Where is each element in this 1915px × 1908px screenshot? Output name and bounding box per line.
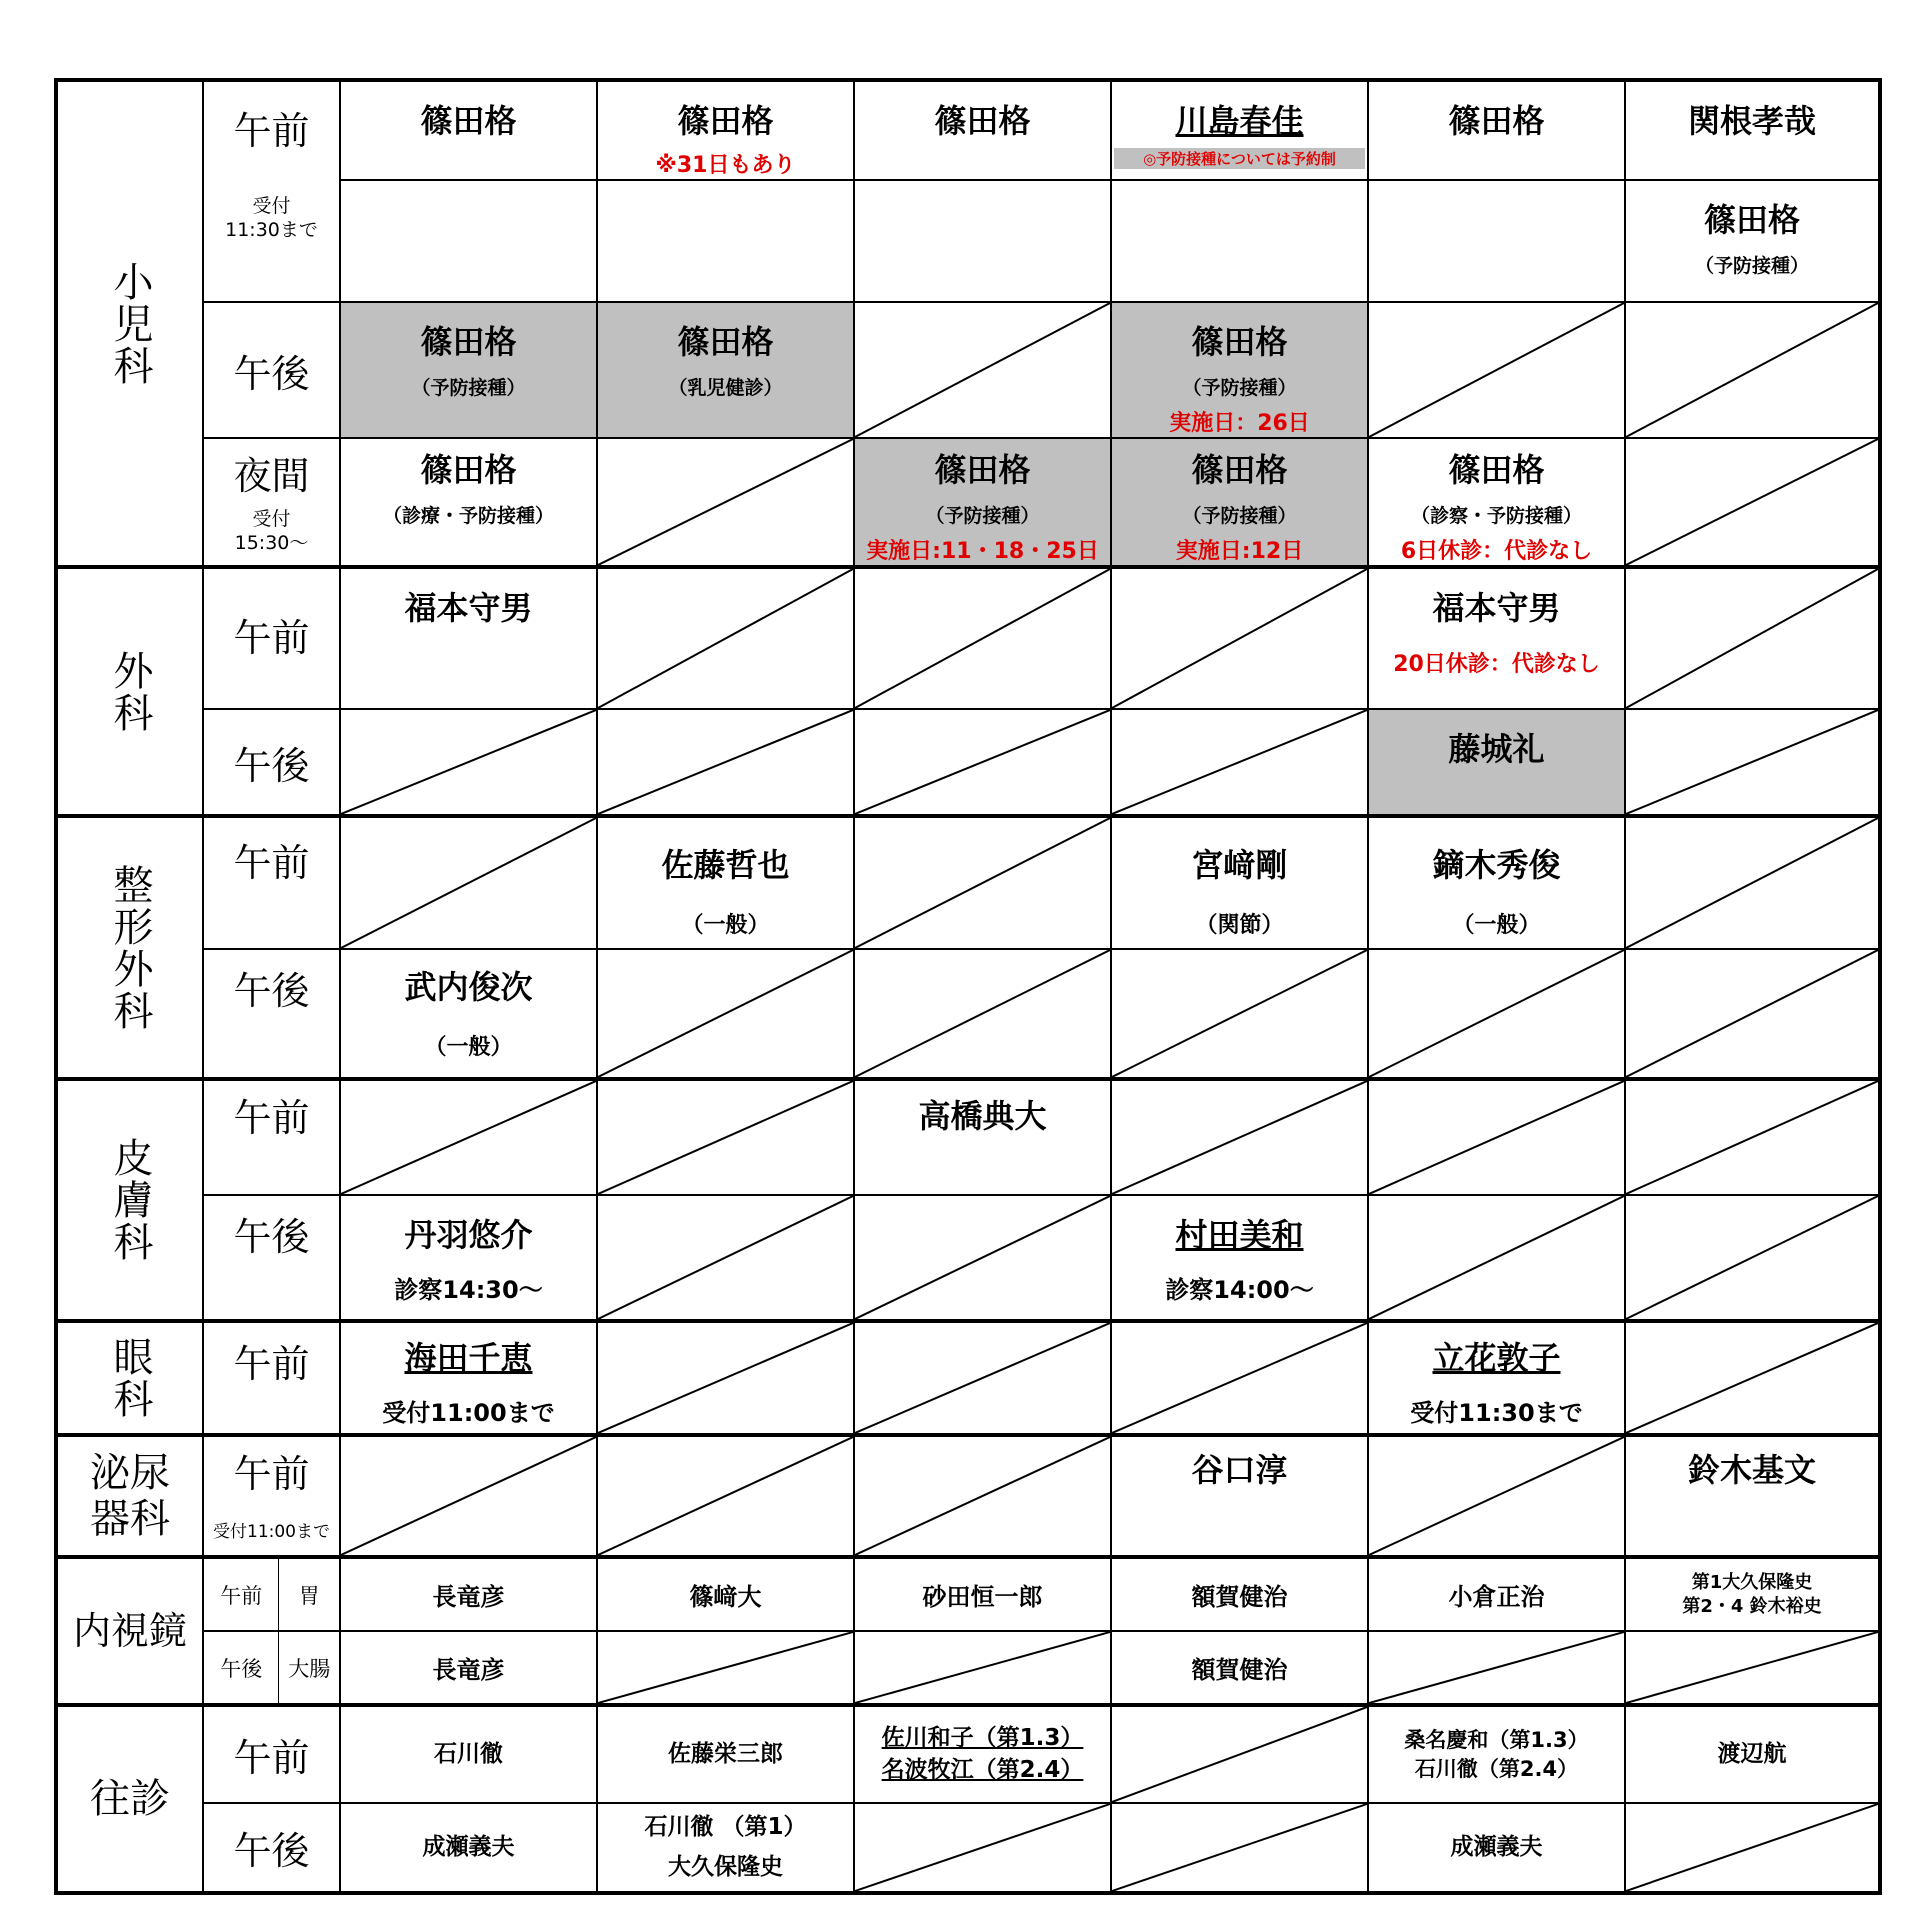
dept-surgery: 外科: [56, 567, 203, 816]
slot-ortho-am: 午前: [203, 816, 340, 949]
ped-am-fri: 篠田格: [1368, 80, 1625, 180]
visit-am-tue: 佐藤栄三郎: [597, 1705, 854, 1803]
eye-am-sat: [1625, 1321, 1880, 1435]
not-available-diagonal: [1112, 710, 1367, 814]
not-available-diagonal: [1626, 710, 1878, 814]
visit-pm-tue: 石川徹 （第1） 大久保隆史: [597, 1803, 854, 1893]
ped-pm-fri: [1368, 302, 1625, 438]
orth-pm-wed: [854, 949, 1111, 1079]
not-available-diagonal: [598, 1632, 853, 1703]
diagonal-line: [855, 1437, 1110, 1555]
endo-am-fri: 小倉正治: [1368, 1557, 1625, 1631]
diagonal-line: [1626, 1081, 1878, 1194]
uro-am-sat: 鈴木基文: [1625, 1435, 1880, 1557]
visit-am-wed: 佐川和子（第1.3） 名波牧江（第2.4）: [854, 1705, 1111, 1803]
diagonal-line: [341, 1081, 596, 1194]
not-available-diagonal: [1626, 1196, 1878, 1319]
diagonal-line: [1112, 1707, 1367, 1802]
visit-am-sat: 渡辺航: [1625, 1705, 1880, 1803]
endo-am-mon: 長竜彦: [340, 1557, 597, 1631]
ped-night-mon: 篠田格 （診療・予防接種）: [340, 438, 597, 567]
dept-derm: 皮膚科: [56, 1079, 203, 1321]
ped-am-thu: 川島春佳 ◎予防接種については予約制: [1111, 80, 1368, 180]
orth-am-sat: [1625, 816, 1880, 949]
visit-am-fri: 桑名慶和（第1.3） 石川徹（第2.4）: [1368, 1705, 1625, 1803]
orth-pm-tue: [597, 949, 854, 1079]
surg-pm-mon: [340, 709, 597, 816]
not-available-diagonal: [1369, 1196, 1624, 1319]
orth-am-fri: 鏑木秀俊 （一般）: [1368, 816, 1625, 949]
not-available-diagonal: [598, 569, 853, 708]
derm-pm-sat: [1625, 1195, 1880, 1321]
not-available-diagonal: [598, 439, 853, 565]
endo-am-sat: 第1大久保隆史 第2・4 鈴木裕史: [1625, 1557, 1880, 1631]
diagonal-line: [855, 569, 1110, 708]
orth-pm-thu: [1111, 949, 1368, 1079]
surg-am-fri: 福本守男 20日休診：代診なし: [1368, 567, 1625, 709]
schedule-table: [54, 78, 1882, 1895]
endo-pm-mon: 長竜彦: [340, 1631, 597, 1705]
diagonal-line: [341, 1437, 596, 1555]
diagonal-line: [855, 1323, 1110, 1433]
ped-night-wed: 篠田格 （予防接種） 実施日:11・18・25日: [854, 438, 1111, 567]
ped-am2-fri: [1368, 180, 1625, 302]
diagonal-line: [1112, 569, 1367, 708]
diagonal-line: [598, 1323, 853, 1433]
not-available-diagonal: [1369, 303, 1624, 437]
diagonal-line: [855, 1632, 1110, 1703]
not-available-diagonal: [598, 710, 853, 814]
visit-pm-thu: [1111, 1803, 1368, 1893]
ped-pm-sat: [1625, 302, 1880, 438]
not-available-diagonal: [341, 1081, 596, 1194]
diagonal-line: [1626, 710, 1878, 814]
derm-pm-fri: [1368, 1195, 1625, 1321]
surg-am-tue: [597, 567, 854, 709]
diagonal-line: [598, 1196, 853, 1319]
dept-visit: 往診: [56, 1705, 203, 1893]
derm-am-wed: 高橋典大: [854, 1079, 1111, 1195]
surg-pm-tue: [597, 709, 854, 816]
ped-pm-tue: 篠田格 （乳児健診）: [597, 302, 854, 438]
diagonal-line: [598, 439, 853, 565]
orth-pm-fri: [1368, 949, 1625, 1079]
not-available-diagonal: [1112, 569, 1367, 708]
surg-am-thu: [1111, 567, 1368, 709]
not-available-diagonal: [855, 950, 1110, 1077]
endo-pm-wed: [854, 1631, 1111, 1705]
not-available-diagonal: [1626, 1632, 1878, 1703]
not-available-diagonal: [855, 1632, 1110, 1703]
ped-night-thu: 篠田格 （予防接種） 実施日:12日: [1111, 438, 1368, 567]
not-available-diagonal: [598, 1437, 853, 1555]
not-available-diagonal: [598, 1323, 853, 1433]
slot-endo-pm: 午後 大腸: [203, 1631, 340, 1705]
diagonal-line: [1626, 1196, 1878, 1319]
orth-pm-sat: [1625, 949, 1880, 1079]
not-available-diagonal: [598, 1081, 853, 1194]
diagonal-line: [1112, 1323, 1367, 1433]
diagonal-line: [1626, 818, 1878, 948]
eye-am-wed: [854, 1321, 1111, 1435]
dept-endo: 内視鏡: [56, 1557, 203, 1705]
ped-am-sat: 関根孝哉: [1625, 80, 1880, 180]
uro-am-mon: [340, 1435, 597, 1557]
not-available-diagonal: [598, 950, 853, 1077]
surg-pm-thu: [1111, 709, 1368, 816]
derm-am-thu: [1111, 1079, 1368, 1195]
diagonal-line: [1112, 950, 1367, 1077]
diagonal-line: [1369, 1081, 1624, 1194]
diagonal-line: [855, 818, 1110, 948]
diagonal-line: [1626, 1804, 1878, 1891]
derm-pm-wed: [854, 1195, 1111, 1321]
not-available-diagonal: [341, 818, 596, 948]
slot-surgery-am: 午前: [203, 567, 340, 709]
not-available-diagonal: [1112, 1804, 1367, 1891]
not-available-diagonal: [598, 1196, 853, 1319]
diagonal-line: [598, 950, 853, 1077]
orth-pm-mon: 武内俊次 （一般）: [340, 949, 597, 1079]
ped-night-tue: [597, 438, 854, 567]
surg-am-mon: 福本守男: [340, 567, 597, 709]
ped-pm-mon: 篠田格 （予防接種）: [340, 302, 597, 438]
not-available-diagonal: [855, 1323, 1110, 1433]
ped-am2-tue: [597, 180, 854, 302]
not-available-diagonal: [341, 710, 596, 814]
diagonal-line: [1112, 1081, 1367, 1194]
ped-am-mon: 篠田格: [340, 80, 597, 180]
endo-pm-sat: [1625, 1631, 1880, 1705]
derm-am-sat: [1625, 1079, 1880, 1195]
derm-pm-tue: [597, 1195, 854, 1321]
diagonal-line: [1626, 569, 1878, 708]
not-available-diagonal: [1626, 1323, 1878, 1433]
surg-pm-fri: 藤城礼: [1368, 709, 1625, 816]
slot-visit-am: 午前: [203, 1705, 340, 1803]
slot-endo-am: 午前 胃: [203, 1557, 340, 1631]
surg-am-wed: [854, 567, 1111, 709]
ped-am2-sat: 篠田格 （予防接種）: [1625, 180, 1880, 302]
derm-am-mon: [340, 1079, 597, 1195]
diagonal-line: [855, 303, 1110, 437]
not-available-diagonal: [855, 1196, 1110, 1319]
orth-am-mon: [340, 816, 597, 949]
endo-am-wed: 砂田恒一郎: [854, 1557, 1111, 1631]
not-available-diagonal: [855, 303, 1110, 437]
not-available-diagonal: [1626, 569, 1878, 708]
visit-pm-mon: 成瀬義夫: [340, 1803, 597, 1893]
uro-am-fri: [1368, 1435, 1625, 1557]
diagonal-line: [598, 569, 853, 708]
diagonal-line: [855, 710, 1110, 814]
eye-am-thu: [1111, 1321, 1368, 1435]
diagonal-line: [598, 710, 853, 814]
not-available-diagonal: [1626, 818, 1878, 948]
ped-am-tue: 篠田格 ※31日もあり: [597, 80, 854, 180]
diagonal-line: [1369, 1437, 1624, 1555]
endo-am-tue: 篠﨑大: [597, 1557, 854, 1631]
ped-am2-wed: [854, 180, 1111, 302]
not-available-diagonal: [855, 569, 1110, 708]
not-available-diagonal: [1369, 1437, 1624, 1555]
diagonal-line: [855, 950, 1110, 1077]
dept-ortho: 整形外科: [56, 816, 203, 1079]
not-available-diagonal: [1626, 950, 1878, 1077]
ped-am-wed: 篠田格: [854, 80, 1111, 180]
not-available-diagonal: [1369, 950, 1624, 1077]
surg-am-sat: [1625, 567, 1880, 709]
endo-am-thu: 額賀健治: [1111, 1557, 1368, 1631]
slot-pediatrics-pm: 午後: [203, 302, 340, 438]
diagonal-line: [1112, 1804, 1367, 1891]
not-available-diagonal: [1112, 1707, 1367, 1802]
diagonal-line: [1369, 303, 1624, 437]
not-available-diagonal: [855, 710, 1110, 814]
diagonal-line: [1369, 1196, 1624, 1319]
orth-am-thu: 宮﨑剛 （関節）: [1111, 816, 1368, 949]
uro-am-thu: 谷口淳: [1111, 1435, 1368, 1557]
visit-pm-fri: 成瀬義夫: [1368, 1803, 1625, 1893]
slot-pediatrics-am: 午前 受付 11:30まで: [203, 80, 340, 302]
endo-pm-tue: [597, 1631, 854, 1705]
diagonal-line: [1112, 710, 1367, 814]
ped-pm-thu: 篠田格 （予防接種） 実施日：26日: [1111, 302, 1368, 438]
visit-pm-sat: [1625, 1803, 1880, 1893]
derm-pm-thu: 村田美和 診察14:00～: [1111, 1195, 1368, 1321]
diagonal-line: [1626, 303, 1878, 437]
not-available-diagonal: [855, 1437, 1110, 1555]
diagonal-line: [1626, 1323, 1878, 1433]
dept-eye: 眼科: [56, 1321, 203, 1435]
not-available-diagonal: [855, 1804, 1110, 1891]
orth-am-wed: [854, 816, 1111, 949]
orth-am-tue: 佐藤哲也 （一般）: [597, 816, 854, 949]
ped-pm-wed: [854, 302, 1111, 438]
slot-uro-am: 午前 受付11:00まで: [203, 1435, 340, 1557]
not-available-diagonal: [1626, 303, 1878, 437]
surg-pm-sat: [1625, 709, 1880, 816]
diagonal-line: [598, 1632, 853, 1703]
ped-am2-mon: [340, 180, 597, 302]
uro-am-wed: [854, 1435, 1111, 1557]
diagonal-line: [1626, 1632, 1878, 1703]
not-available-diagonal: [1369, 1081, 1624, 1194]
endo-pm-fri: [1368, 1631, 1625, 1705]
not-available-diagonal: [1112, 1081, 1367, 1194]
diagonal-line: [855, 1196, 1110, 1319]
slot-pediatrics-night: 夜間 受付 15:30～: [203, 438, 340, 567]
not-available-diagonal: [855, 818, 1110, 948]
not-available-diagonal: [341, 1437, 596, 1555]
diagonal-line: [1369, 950, 1624, 1077]
dept-uro: 泌尿器科: [56, 1435, 203, 1557]
eye-am-tue: [597, 1321, 854, 1435]
diagonal-line: [855, 1804, 1110, 1891]
not-available-diagonal: [1626, 439, 1878, 565]
visit-pm-wed: [854, 1803, 1111, 1893]
eye-am-fri: 立花敦子 受付11:30まで: [1368, 1321, 1625, 1435]
derm-pm-mon: 丹羽悠介 診察14:30～: [340, 1195, 597, 1321]
derm-am-fri: [1368, 1079, 1625, 1195]
not-available-diagonal: [1112, 950, 1367, 1077]
not-available-diagonal: [1369, 1632, 1624, 1703]
slot-derm-am: 午前: [203, 1079, 340, 1195]
eye-am-mon: 海田千恵 受付11:00まで: [340, 1321, 597, 1435]
ped-am2-thu: [1111, 180, 1368, 302]
not-available-diagonal: [1626, 1081, 1878, 1194]
diagonal-line: [1369, 1632, 1624, 1703]
endo-pm-thu: 額賀健治: [1111, 1631, 1368, 1705]
diagonal-line: [598, 1081, 853, 1194]
slot-derm-pm: 午後: [203, 1195, 340, 1321]
diagonal-line: [1626, 439, 1878, 565]
diagonal-line: [598, 1437, 853, 1555]
dept-pediatrics: 小児科: [56, 80, 203, 567]
diagonal-line: [341, 710, 596, 814]
slot-surgery-pm: 午後: [203, 709, 340, 816]
visit-am-mon: 石川徹: [340, 1705, 597, 1803]
not-available-diagonal: [1112, 1323, 1367, 1433]
slot-visit-pm: 午後: [203, 1803, 340, 1893]
ped-night-sat: [1625, 438, 1880, 567]
derm-am-tue: [597, 1079, 854, 1195]
not-available-diagonal: [1626, 1804, 1878, 1891]
ped-night-fri: 篠田格 （診察・予防接種） 6日休診：代診なし: [1368, 438, 1625, 567]
diagonal-line: [341, 818, 596, 948]
visit-am-thu: [1111, 1705, 1368, 1803]
uro-am-tue: [597, 1435, 854, 1557]
slot-ortho-pm: 午後: [203, 949, 340, 1079]
slot-eye-am: 午前: [203, 1321, 340, 1435]
diagonal-line: [1626, 950, 1878, 1077]
surg-pm-wed: [854, 709, 1111, 816]
